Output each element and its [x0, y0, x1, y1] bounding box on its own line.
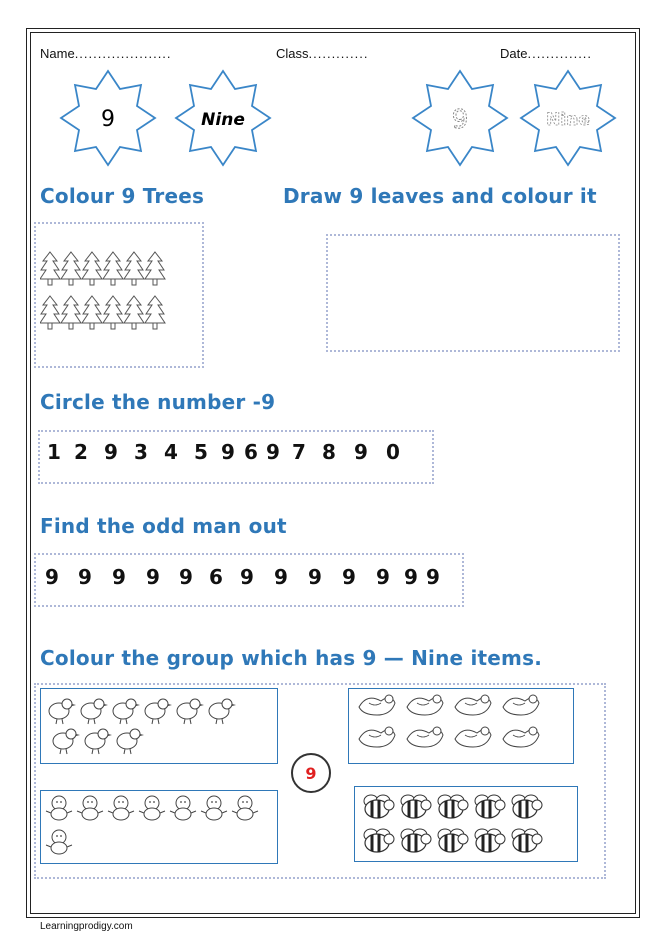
bird-icon — [145, 699, 172, 724]
center-number: 9 — [305, 763, 317, 783]
hen-icon — [455, 727, 491, 747]
bee-icon — [438, 829, 468, 852]
chick-icon — [201, 796, 227, 820]
hen-icon — [503, 727, 539, 747]
bird-icon — [177, 699, 204, 724]
tree-icon — [40, 252, 60, 285]
trace-digit-text: 9 — [451, 105, 469, 135]
bee-icon — [438, 795, 468, 818]
tree-icon — [145, 252, 165, 285]
odd-heading: Find the odd man out — [40, 514, 287, 538]
leaves-heading: Draw 9 leaves and colour it — [283, 184, 597, 208]
tree-icon — [103, 252, 123, 285]
number-item[interactable]: 9 — [426, 565, 440, 589]
star-word — [176, 71, 270, 165]
number-item[interactable]: 1 — [47, 440, 61, 464]
number-item[interactable]: 3 — [134, 440, 148, 464]
group-birds-box[interactable] — [40, 688, 278, 764]
number-item[interactable]: 9 — [146, 565, 160, 589]
bee-icon — [401, 829, 431, 852]
number-item[interactable]: 9 — [78, 565, 92, 589]
hen-icon — [503, 695, 539, 715]
circle-number-row — [42, 440, 408, 464]
hen-icon — [359, 695, 395, 715]
tree-icon — [103, 296, 123, 329]
star-digit — [61, 71, 155, 165]
bird-icon — [117, 729, 144, 754]
number-item[interactable]: 7 — [292, 440, 306, 464]
star-trace-word — [521, 71, 615, 165]
class-label: Class — [276, 46, 309, 61]
star-word-text: Nine — [201, 110, 245, 130]
birds-group — [41, 689, 277, 763]
date-dots: .............. — [527, 46, 593, 61]
trees-heading: Colour 9 Trees — [40, 184, 205, 208]
name-dots: ..................... — [74, 46, 172, 61]
number-item[interactable]: 0 — [386, 440, 400, 464]
name-label: Name — [40, 46, 75, 61]
tree-icon — [124, 252, 144, 285]
number-item[interactable]: 4 — [164, 440, 178, 464]
date-label: Date — [500, 46, 528, 61]
tree-icon — [124, 296, 144, 329]
hens-group — [349, 689, 573, 763]
bird-icon — [81, 699, 108, 724]
number-item[interactable]: 9 — [179, 565, 193, 589]
leaves-drawing-area[interactable] — [326, 234, 620, 352]
chick-icon — [170, 796, 196, 820]
bee-icon — [401, 795, 431, 818]
hen-icon — [407, 695, 443, 715]
number-item[interactable]: 6 — [209, 565, 223, 589]
number-item[interactable]: 9 — [112, 565, 126, 589]
number-item[interactable]: 9 — [104, 440, 118, 464]
tree-icon — [40, 296, 60, 329]
tree-icon — [145, 296, 165, 329]
bird-icon — [53, 729, 80, 754]
chick-icon — [46, 796, 72, 820]
number-item[interactable]: 2 — [74, 440, 88, 464]
hen-icon — [407, 727, 443, 747]
bird-icon — [113, 699, 140, 724]
number-item[interactable]: 9 — [221, 440, 235, 464]
bird-icon — [85, 729, 112, 754]
bee-icon — [512, 829, 542, 852]
bee-icon — [475, 829, 505, 852]
number-item[interactable]: 9 — [45, 565, 59, 589]
tree-icon — [82, 252, 102, 285]
number-item[interactable]: 9 — [308, 565, 322, 589]
footer-site: Learningprodigy.com — [40, 921, 133, 932]
number-item[interactable]: 8 — [322, 440, 336, 464]
trace-word-text: Nine — [546, 110, 590, 130]
number-item[interactable]: 9 — [376, 565, 390, 589]
bee-icon — [512, 795, 542, 818]
trees-group — [40, 248, 170, 338]
star-trace-digit — [413, 71, 507, 165]
chick-icon — [46, 830, 72, 854]
number-item[interactable]: 9 — [404, 565, 418, 589]
chick-icon — [139, 796, 165, 820]
class-dots: ............. — [308, 46, 369, 61]
chick-icon — [108, 796, 134, 820]
bird-icon — [209, 699, 236, 724]
number-item[interactable]: 9 — [274, 565, 288, 589]
bee-icon — [475, 795, 505, 818]
group-hens-box[interactable] — [348, 688, 574, 764]
odd-number-row — [36, 565, 444, 589]
number-item[interactable]: 9 — [342, 565, 356, 589]
number-item[interactable]: 5 — [194, 440, 208, 464]
hen-icon — [359, 727, 395, 747]
bee-icon — [364, 829, 394, 852]
hen-icon — [455, 695, 491, 715]
center-number-circle — [291, 753, 331, 793]
number-item[interactable]: 6 — [244, 440, 258, 464]
number-item[interactable]: 9 — [240, 565, 254, 589]
bird-icon — [49, 699, 76, 724]
group-heading: Colour the group which has 9 — Nine items. — [40, 646, 542, 670]
number-item[interactable]: 9 — [266, 440, 280, 464]
chick-icon — [232, 796, 258, 820]
star-row — [0, 0, 670, 200]
circle-heading: Circle the number -9 — [40, 390, 276, 414]
number-item[interactable]: 9 — [354, 440, 368, 464]
group-chicks-box[interactable] — [40, 790, 278, 864]
tree-icon — [61, 252, 81, 285]
star-digit-text: 9 — [101, 107, 115, 132]
group-bees-box[interactable] — [354, 786, 578, 862]
chick-icon — [77, 796, 103, 820]
tree-icon — [61, 296, 81, 329]
tree-icon — [82, 296, 102, 329]
bees-group — [355, 787, 577, 861]
bee-icon — [364, 795, 394, 818]
chicks-group — [41, 791, 277, 863]
